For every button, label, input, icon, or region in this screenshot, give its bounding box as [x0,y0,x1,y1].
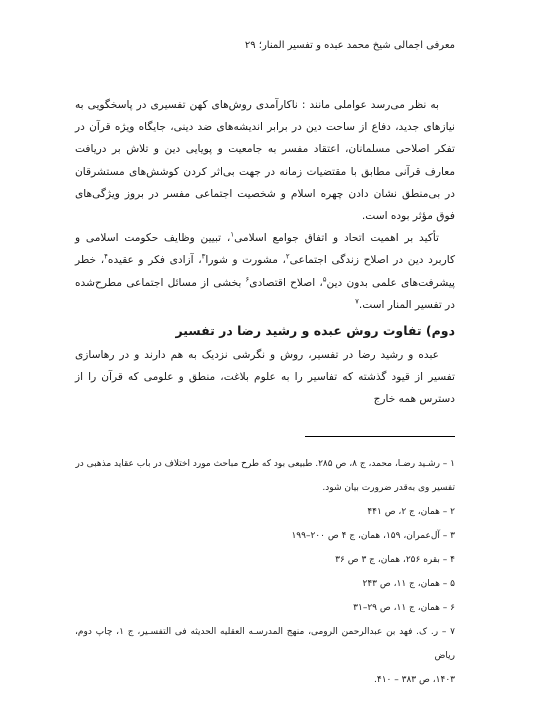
footnote-1-line-1: ۱ – رشـید رضـا، محمد، ج ۸، ص ۲۸۵. طبیعی بود که طرح مباحث مورد اختلاف در باب عقاید مذهبی در [75,459,455,469]
footnote-7-line-2: ۱۴۰۳، ص ۳۸۳ – ۴۱۰. [374,675,455,685]
footnotes [75,452,455,692]
main-text [75,94,455,411]
running-header: معرفی اجمالی شیخ محمد عبده و تفسیر المنار؛ ۲۹ [244,40,455,51]
p2-text-g: بخشی از مسائل اجتماعی مطرح‌شده در تفسیر المنار است. [75,276,455,311]
footnote-6: ۶ – همان، ج ۱۱، ص ۲۹–۳۱ [353,603,455,613]
section-heading: دوم) تفاوت روش عبده و رشید رضا در تفسیر [175,323,455,339]
footnote-3: ۳ – آل‌عمران، ۱۵۹، همان، ج ۴ ص ۲۰۰–۱۹۹ [291,531,455,541]
paragraph-social-issues [75,227,455,316]
p2-text-d: ، آزادی فکر و عقیده [107,254,202,267]
footnote-ref-6[interactable]: ۶ [245,275,250,284]
p2-text-f: ، اصلاح اقتصادی [249,276,323,289]
p2-text-b: ، تبیین وظایف حکومت اسلامی و کاربرد دین در اصلاح زندگی اجتماعی [75,232,456,267]
p2-text-a: تأکید بر اهمیت اتحاد و اتفاق جوامع اسلامی [234,232,439,245]
footnote-ref-1[interactable]: ۱ [230,230,235,239]
paragraph-intro: به نظر می‌رسد عواملی مانند : ناکارآمدی روش‌های کهن تفسیری در پاسخگویی به نیازهای جدید، دفاع از ساحت دین در برابر اندیشه‌های ضد دینی، جایگاه ویژه قرآن در تفکر اصلاحی مسلمانان، اعتقاد مفسر به جامعیت و پویایی دین و تلاش بر دریافت معارف قرآنی مطابق با مقتضیات زمانه در جهت بی‌اثر کردن کوشش‌های مستشرقان در بی‌منطق نشان دادن چهره اسلام و شخصیت اجتماعی مفسر در بروز ویژگی‌های فوق مؤثر بوده است. [75,99,455,223]
p2-text-e: ، خطر پیشرفت‌های علمی بدون دین [75,254,455,289]
footnote-4: ۴ – بقره ۲۵۶، همان، ج ۳ ص ۳۶ [335,555,455,565]
footnote-divider [305,436,455,437]
p2-text-c: ، مشورت و شورا [205,254,286,267]
paragraph-method-comparison: عبده و رشید رضا در تفسیر، روش و نگرشی نزدیک به هم دارند و در رهاسازی تفسیر از قیود گذشته که تفاسیر را به علوم بلاغت، منطق و علومی که قرآن را از دسترس همه خارج [75,349,455,406]
footnote-ref-7[interactable]: ۷ [355,297,359,306]
footnote-5: ۵ – همان، ج ۱۱، ص ۲۴۳ [362,579,455,589]
footnote-ref-2[interactable]: ۲ [285,252,290,261]
footnote-ref-5[interactable]: ۵ [322,275,327,284]
footnote-ref-4[interactable]: ۴ [104,252,108,261]
footnote-1-line-2: تفسیر وی به‌قدر ضرورت بیان شود. [322,483,455,493]
footnote-ref-3[interactable]: ۳ [201,252,206,261]
footnote-7-line-1: ۷ – ر. ک. فهد بن عبدالرحمن الرومی، منهج المدرسـه العقلیه الحدیثه فی التفسـیر، ج ۱، چاپ دوم، ریاض [75,627,455,661]
footnote-2: ۲ – همان، ج ۲، ص ۴۴۱ [367,507,455,517]
